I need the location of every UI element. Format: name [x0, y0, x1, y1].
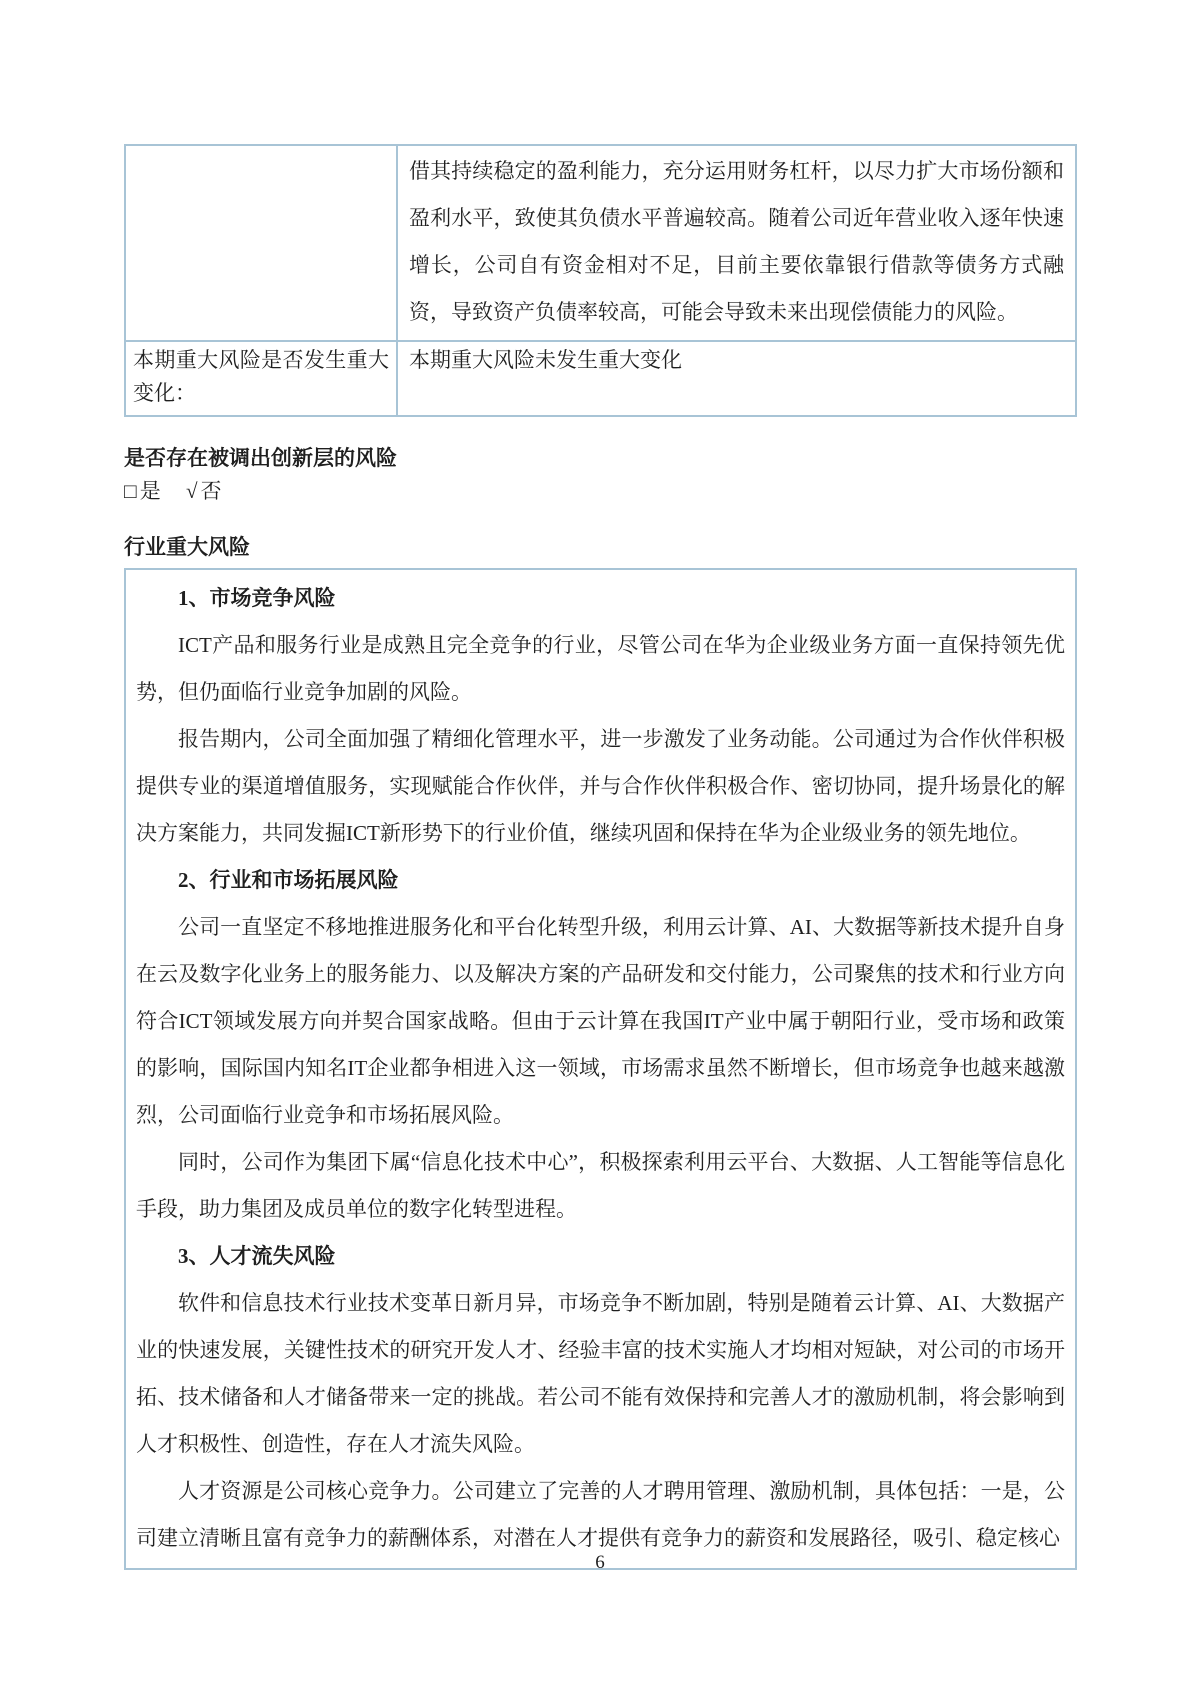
table-row: [125, 145, 1076, 341]
risk-table-empty-cell: [125, 145, 397, 341]
industry-risk-title: 行业重大风险: [124, 535, 250, 559]
risk-paragraph: 软件和信息技术行业技术变革日新月异，市场竞争不断加剧，特别是随着云计算、AI、大数据产业的快速发展，关键性技术的研究开发人才、经验丰富的技术实施人才均相对短缺，对公司的市场开拓、技术储备和人才储备带来一定的挑战。若公司不能有效保持和完善人才的激励机制，将会影响到人才积极性、创造性，存在人才流失风险。: [136, 1291, 1065, 1456]
major-risk-table: [124, 144, 1077, 417]
checkmark-icon: √: [185, 479, 198, 503]
option-no-label: 否: [200, 479, 222, 503]
risk-paragraph: ICT产品和服务行业是成熟且完全竞争的行业，尽管公司在华为企业级业务方面一直保持领先优势，但仍面临行业竞争加剧的风险。: [136, 633, 1065, 704]
risk-section-heading: 3、人才流失风险: [178, 1244, 336, 1268]
option-yes: [124, 479, 161, 503]
checkbox-unchecked-icon: □: [124, 479, 137, 503]
page-content: [124, 0, 1077, 1570]
risk-change-label-cell: 本期重大风险是否发生重大变化：: [125, 341, 397, 416]
risk-paragraph: 公司一直坚定不移地推进服务化和平台化转型升级，利用云计算、AI、大数据等新技术提升自身在云及数字化业务上的服务能力、以及解决方案的产品研发和交付能力，公司聚焦的技术和行业方向符合ICT领域发展方向并契合国家战略。但由于云计算在我国IT产业中属于朝阳行业，受市场和政策的影响，国际国内知名IT企业都争相进入这一领域，市场需求虽然不断增长，但市场竞争也越来越激烈，公司面临行业竞争和市场拓展风险。: [136, 915, 1065, 1127]
page-number: 6: [595, 1552, 605, 1573]
risk-paragraph: 同时，公司作为集团下属“信息化技术中心”，积极探索利用云平台、大数据、人工智能等信息化手段，助力集团及成员单位的数字化转型进程。: [136, 1150, 1065, 1221]
industry-risk-box: [124, 568, 1077, 1570]
delisting-risk-title: 是否存在被调出创新层的风险: [124, 446, 397, 470]
risk-change-value-cell: 本期重大风险未发生重大变化: [397, 341, 1076, 416]
risk-description-cell: 借其持续稳定的盈利能力，充分运用财务杠杆，以尽力扩大市场份额和盈利水平，致使其负债水平普遍较高。随着公司近年营业收入逐年快速增长，公司自有资金相对不足，目前主要依靠银行借款等债务方式融资，导致资产负债率较高，可能会导致未来出现偿债能力的风险。: [397, 145, 1076, 341]
risk-section-heading: 2、行业和市场拓展风险: [178, 868, 399, 892]
risk-paragraph: 报告期内，公司全面加强了精细化管理水平，进一步激发了业务动能。公司通过为合作伙伴积极提供专业的渠道增值服务，实现赋能合作伙伴，并与合作伙伴积极合作、密切协同，提升场景化的解决方案能力，共同发掘ICT新形势下的行业价值，继续巩固和保持在华为企业级业务的领先地位。: [136, 727, 1065, 845]
option-no: [186, 479, 222, 503]
risk-paragraph: 人才资源是公司核心竞争力。公司建立了完善的人才聘用管理、激励机制，具体包括：一是，公司建立清晰且富有竞争力的薪酬体系，对潜在人才提供有竞争力的薪资和发展路径，吸引、稳定核心: [136, 1479, 1065, 1550]
table-row: [125, 341, 1076, 416]
risk-section-heading: 1、市场竞争风险: [178, 586, 336, 610]
delisting-risk-options: [124, 475, 1077, 508]
option-yes-label: 是: [139, 479, 161, 503]
